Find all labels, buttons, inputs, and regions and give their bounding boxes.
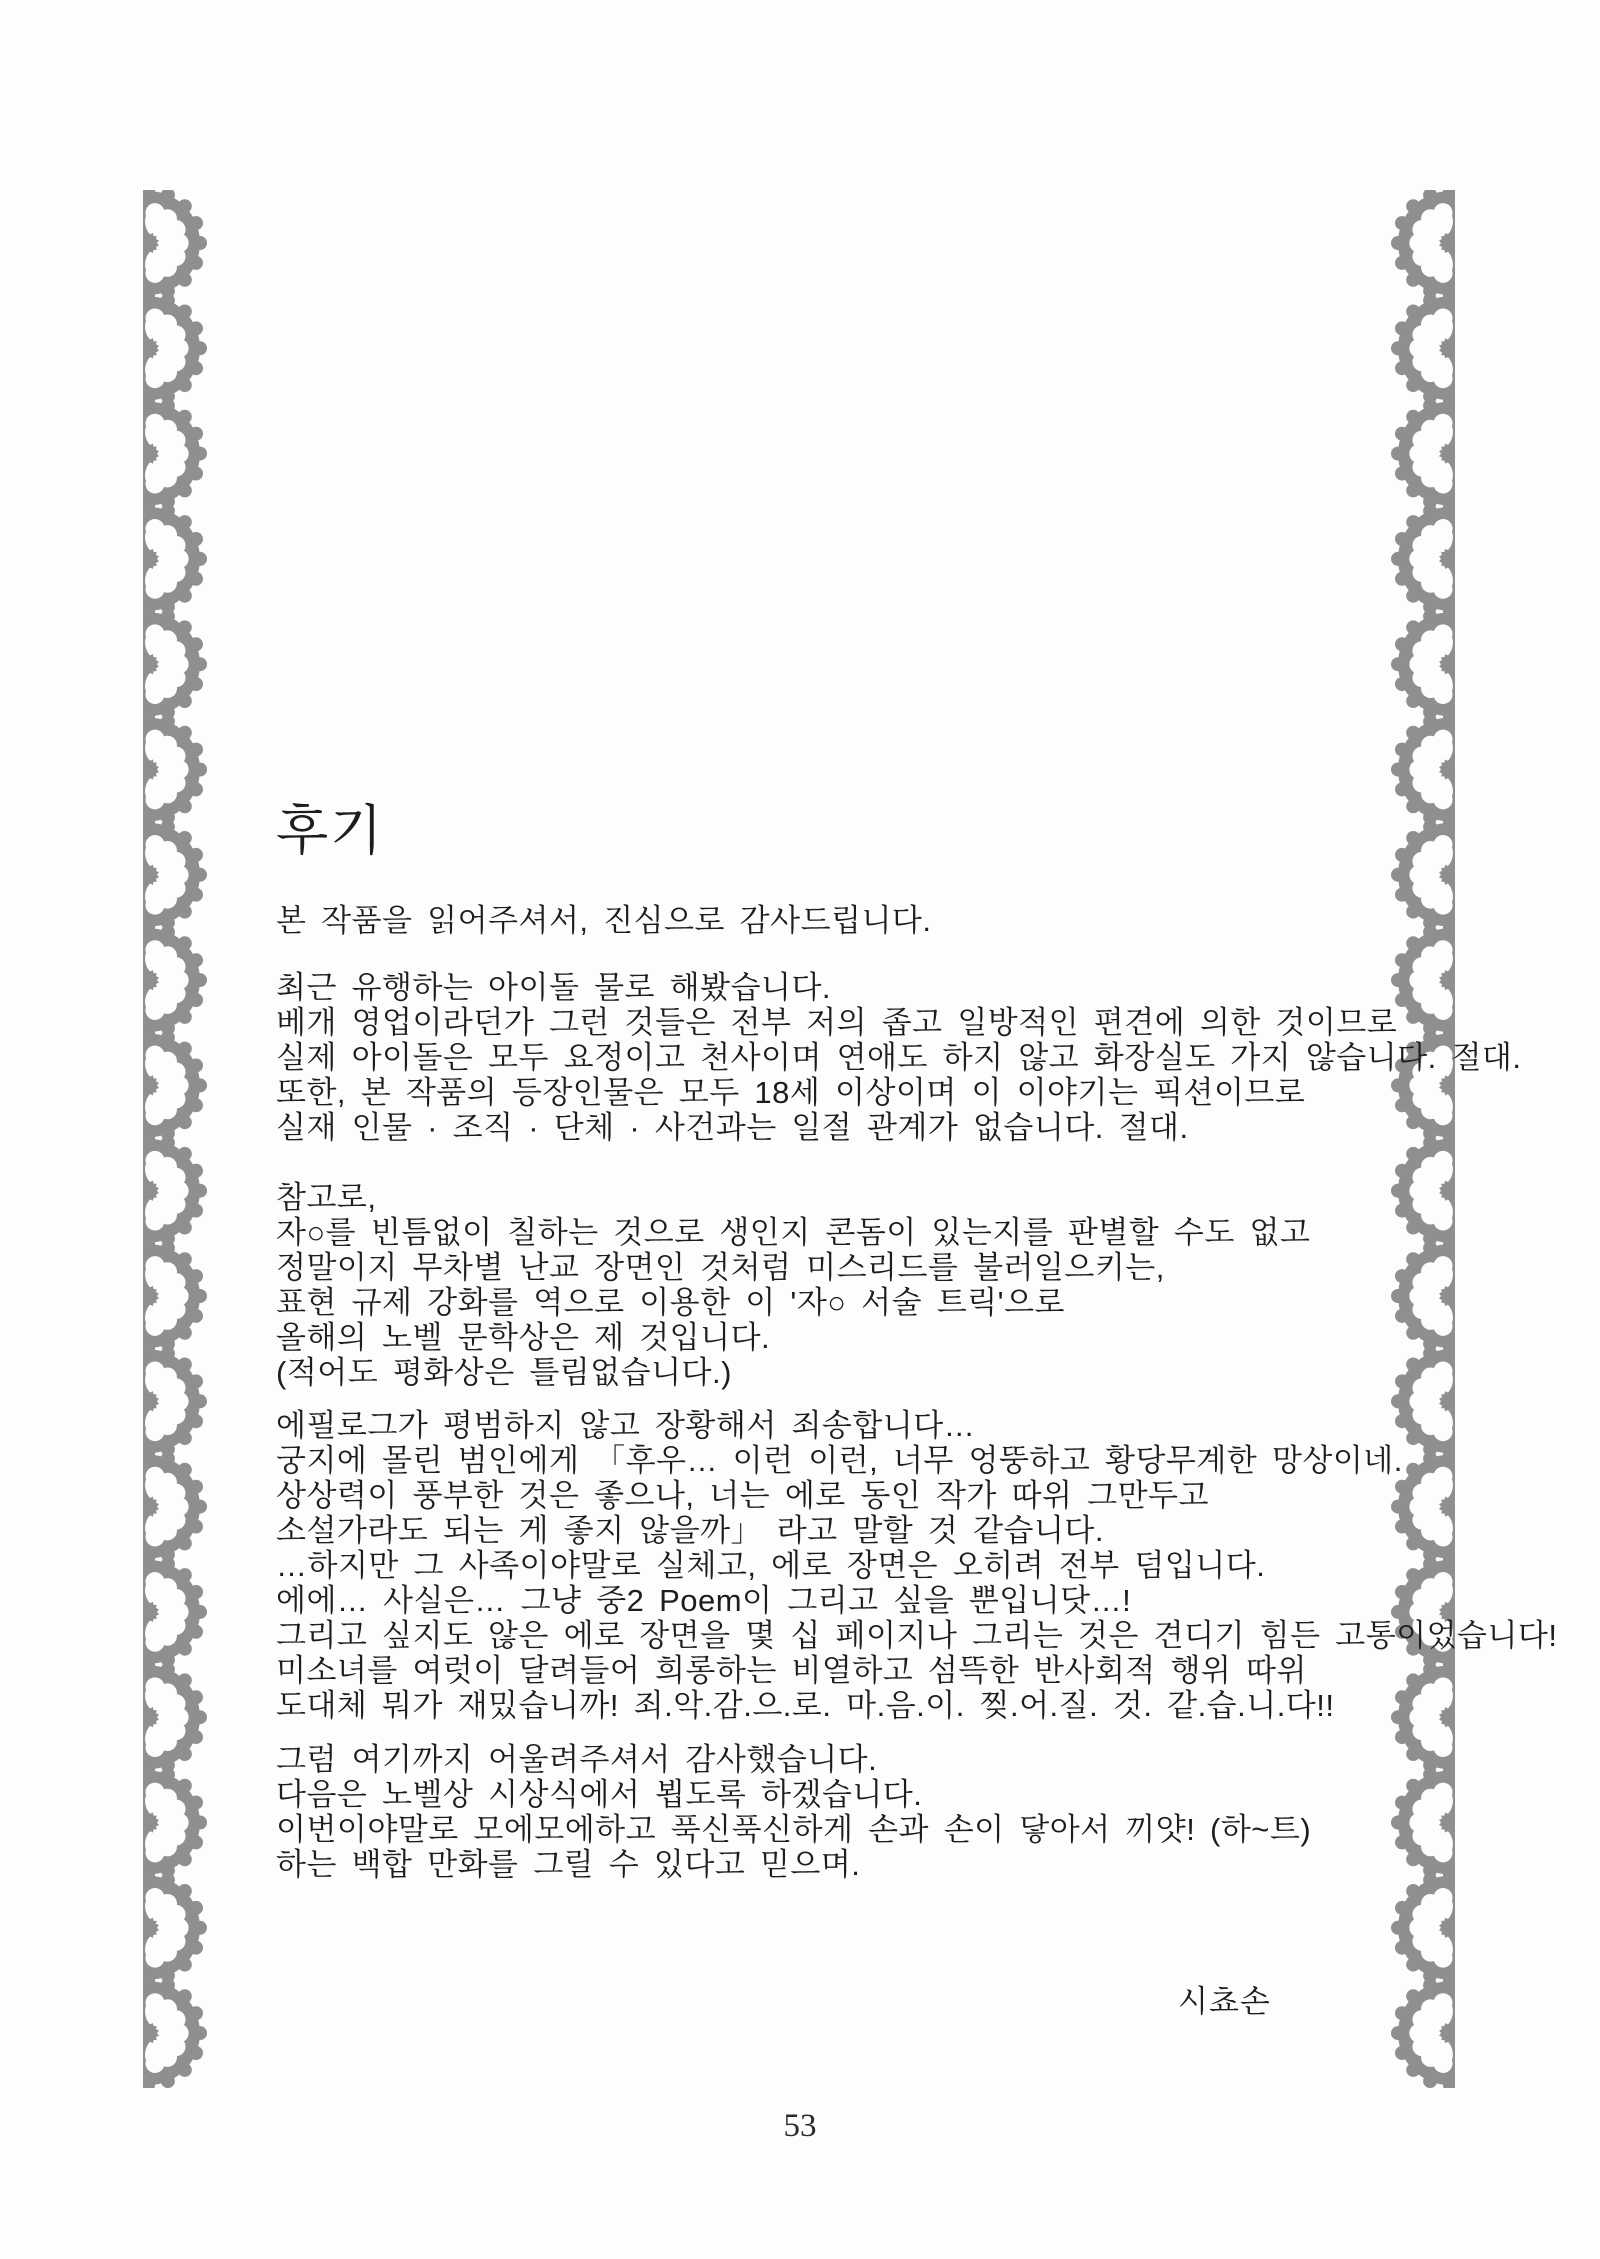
text-line: 실제 아이돌은 모두 요정이고 천사이며 연애도 하지 않고 화장실도 가지 않습니다. 절대. (276, 1040, 1522, 1075)
text-line: 도대체 뭐가 재밌습니까! 죄.악.감.으.로. 마.음.이. 찢.어.질. 것. 같.습.니.다!! (276, 1688, 1335, 1723)
lace-border-left-icon (143, 190, 213, 2088)
text-line: 참고로, (276, 1180, 377, 1215)
text-line: 에필로그가 평범하지 않고 장황해서 죄송합니다… (276, 1408, 976, 1443)
text-line: 또한, 본 작품의 등장인물은 모두 18세 이상이며 이 이야기는 픽션이므로 (276, 1075, 1306, 1110)
text-line: 그럼 여기까지 어울려주셔서 감사했습니다. (276, 1742, 878, 1777)
text-line: 이번이야말로 모에모에하고 푹신푹신하게 손과 손이 닿아서 끼얏! (하~트) (276, 1812, 1312, 1847)
text-line: 미소녀를 여럿이 달려들어 희롱하는 비열하고 섬뜩한 반사회적 행위 따위 (276, 1653, 1307, 1688)
text-line: 정말이지 무차별 난교 장면인 것처럼 미스리드를 불러일으키는, (276, 1250, 1165, 1285)
page-number: 53 (783, 2108, 817, 2144)
text-line: (적어도 평화상은 틀림없습니다.) (276, 1355, 732, 1390)
text-line: 궁지에 몰린 범인에게 「후우… 이런 이런, 너무 엉뚱하고 황당무계한 망상이네. (276, 1443, 1403, 1478)
page-title: 후기 (276, 801, 385, 861)
text-line: 자○를 빈틈없이 칠하는 것으로 생인지 콘돔이 있는지를 판별할 수도 없고 (276, 1215, 1311, 1250)
text-line: 상상력이 풍부한 것은 좋으나, 너는 에로 동인 작가 따위 그만두고 (276, 1478, 1209, 1513)
text-line: 실재 인물 · 조직 · 단체 · 사건과는 일절 관계가 없습니다. 절대. (276, 1110, 1189, 1145)
paragraph-thanks (276, 903, 1520, 938)
author-signature: 시쵸손 (1178, 1984, 1271, 2019)
text-line: 올해의 노벨 문학상은 제 것입니다. (276, 1320, 771, 1355)
paragraph-nobel-joke (276, 1180, 1520, 1390)
paragraph-idol-disclaimer (276, 970, 1520, 1145)
text-line: 본 작품을 읽어주셔서, 진심으로 감사드립니다. (276, 903, 932, 938)
text-line: 그리고 싶지도 않은 에로 장면을 몇 십 페이지나 그리는 것은 견디기 힘든 고통이었습니다! (276, 1618, 1558, 1653)
paragraph-farewell (276, 1742, 1520, 1882)
text-line: 에에… 사실은… 그냥 중2 Poem이 그리고 싶을 뿐입니닷…! (276, 1583, 1132, 1618)
text-line: 최근 유행하는 아이돌 물로 해봤습니다. (276, 970, 832, 1005)
text-line: 소설가라도 되는 게 좋지 않을까」 라고 말할 것 같습니다. (276, 1513, 1104, 1548)
text-line: 표현 규제 강화를 역으로 이용한 이 '자○ 서술 트릭'으로 (276, 1285, 1065, 1320)
text-line: 하는 백합 만화를 그릴 수 있다고 믿으며. (276, 1847, 861, 1882)
text-line: 다음은 노벨상 시상식에서 뵙도록 하겠습니다. (276, 1777, 923, 1812)
text-line: …하지만 그 사족이야말로 실체고, 에로 장면은 오히려 전부 덤입니다. (276, 1548, 1266, 1583)
paragraph-epilogue-apology (276, 1408, 1558, 1723)
text-line: 베개 영업이라던가 그런 것들은 전부 저의 좁고 일방적인 편견에 의한 것이므로 (276, 1005, 1398, 1040)
